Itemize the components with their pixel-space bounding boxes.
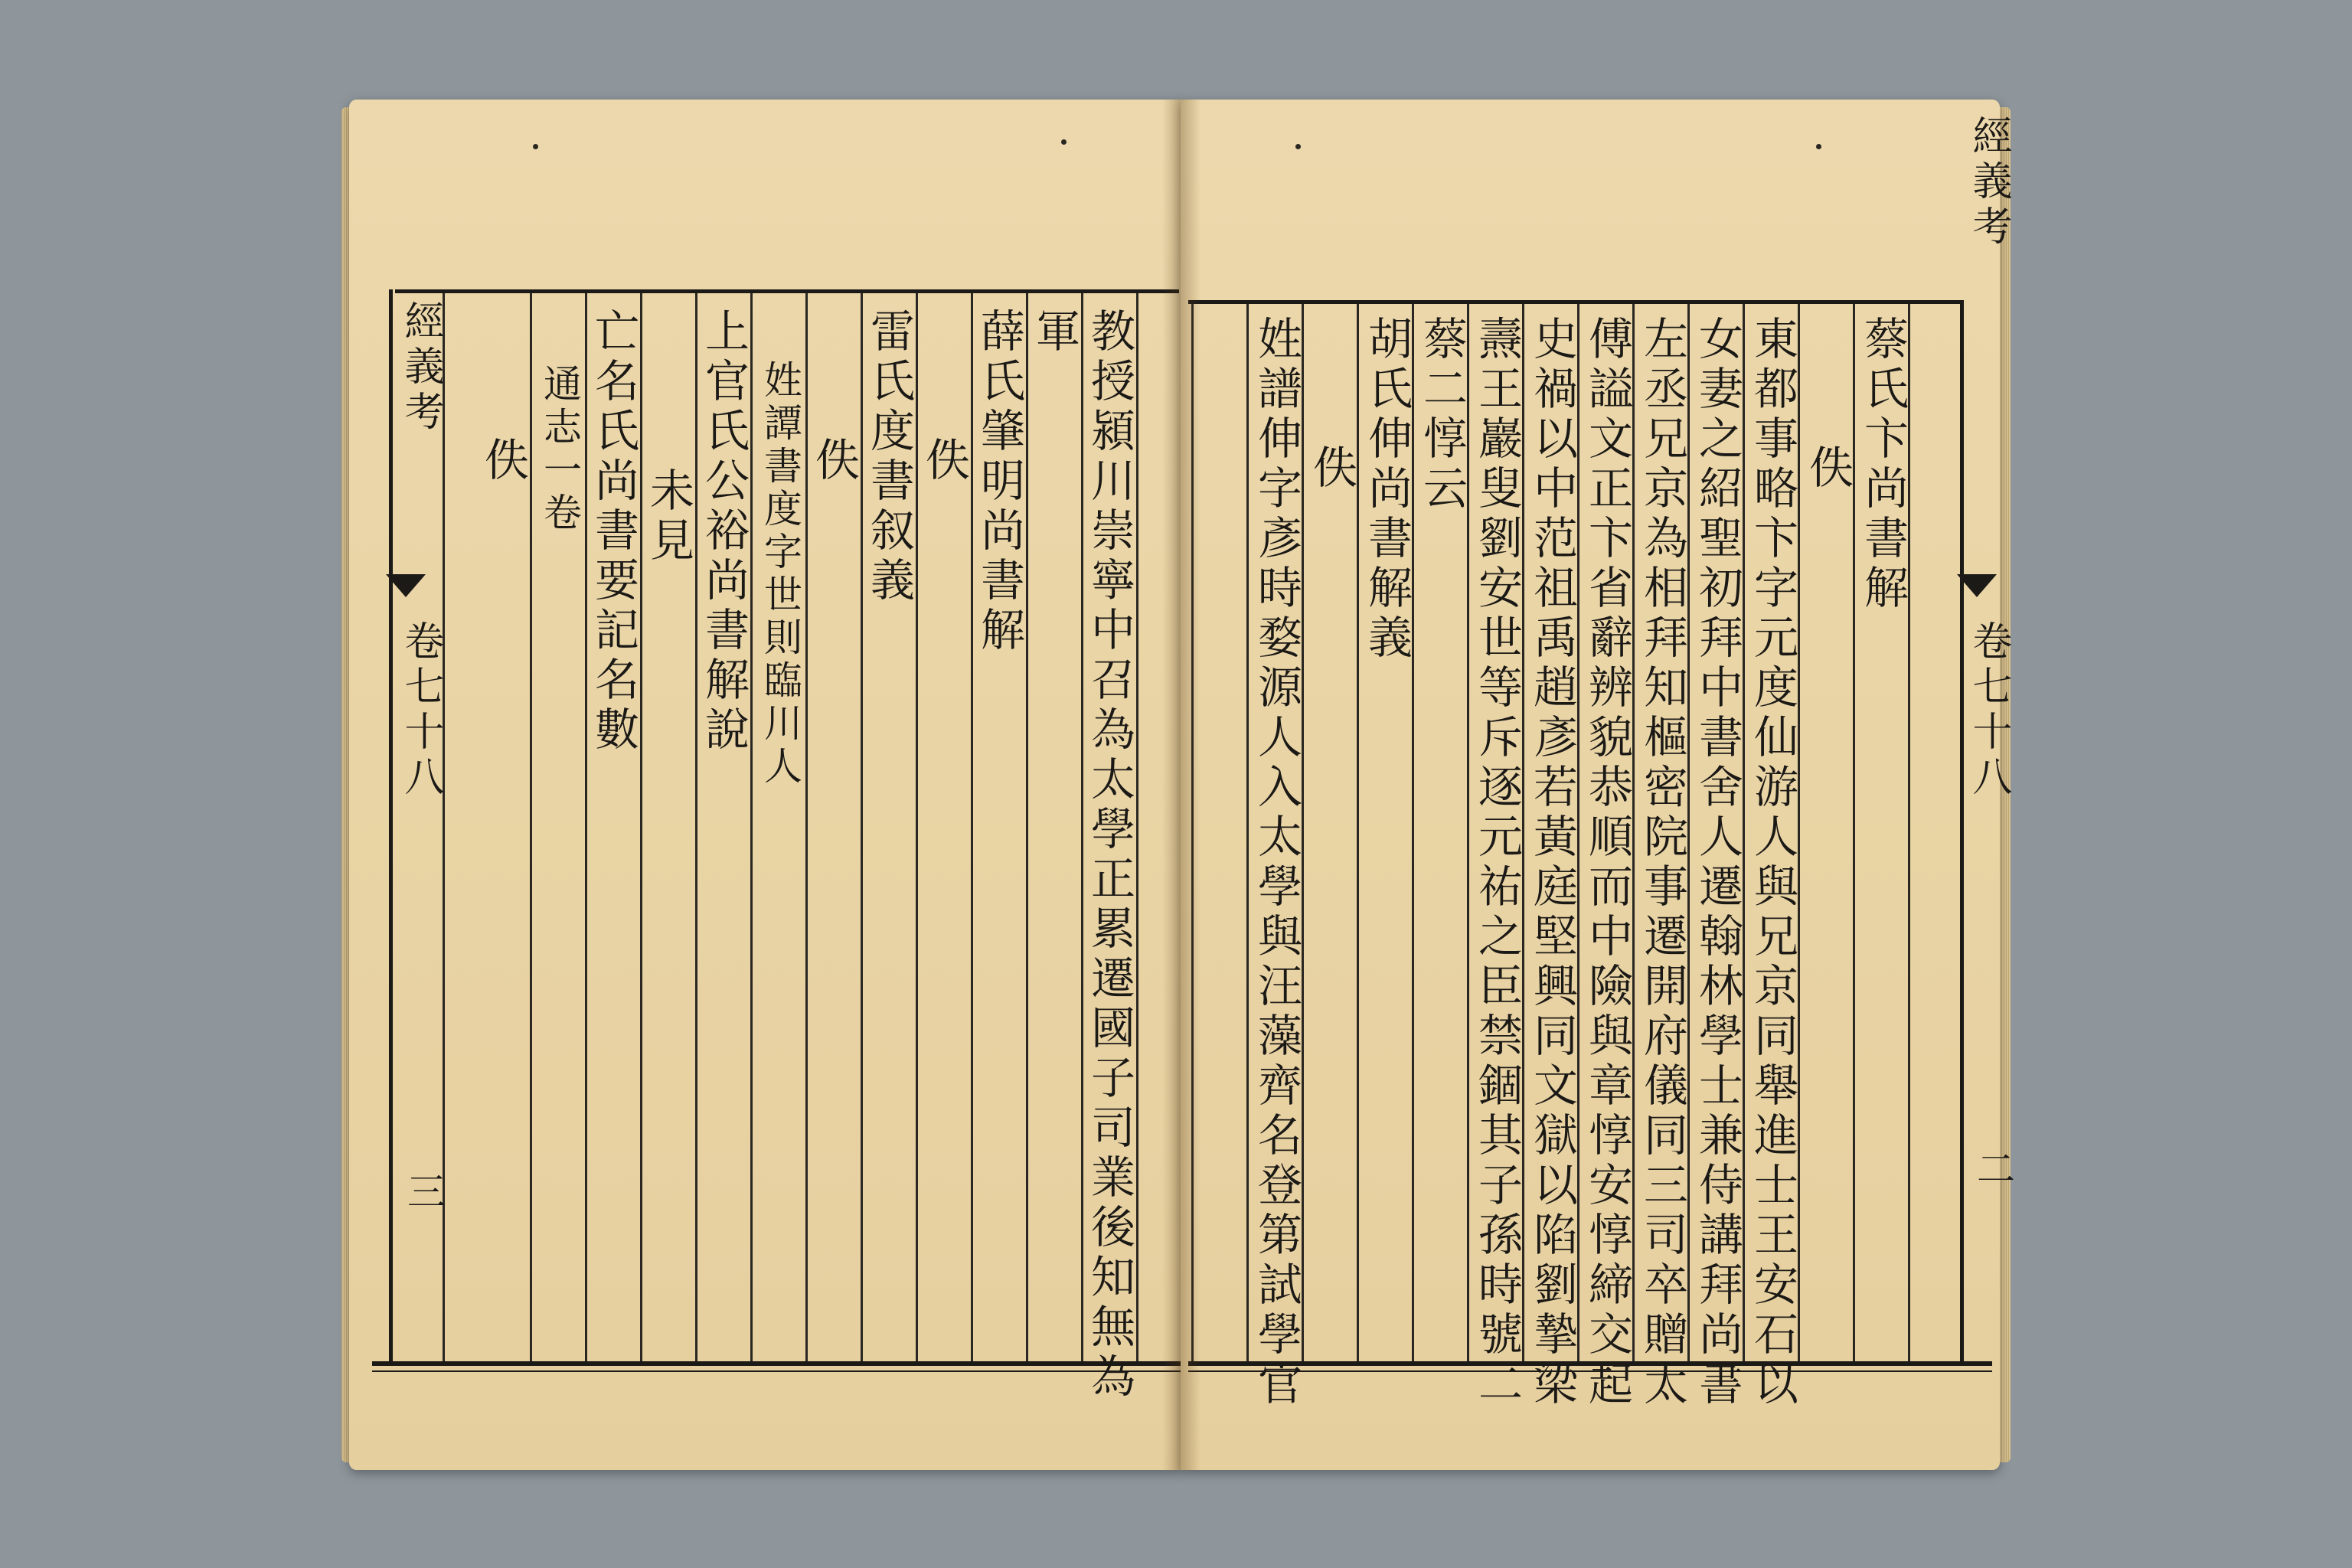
juan-label: 卷七十八 bbox=[397, 620, 443, 801]
text-column: 教授潁川崇寧中召為太學正累遷國子司業後知無為 bbox=[1083, 308, 1135, 1403]
book-title: 經義考 bbox=[1965, 115, 2011, 250]
text-column: 通志一卷 bbox=[537, 364, 582, 535]
column-rule bbox=[640, 293, 642, 1361]
text-column: 佚 bbox=[1305, 444, 1357, 494]
text-column: 雷氏度書叙義 bbox=[863, 308, 915, 606]
column-rule bbox=[1136, 293, 1138, 1361]
text-column: 姓譜伸字彥時婺源人入太學與汪藻齊名登第試學官 bbox=[1250, 315, 1302, 1410]
ink-dot bbox=[1816, 144, 1821, 149]
text-column: 亡名氏尚書要記名數 bbox=[587, 308, 639, 756]
fish-tail-mark bbox=[1957, 574, 1997, 597]
text-column: 女妻之紹聖初拜中書舍人遷翰林學士兼侍講拜尚書 bbox=[1691, 315, 1743, 1410]
left-page bbox=[349, 100, 1181, 1470]
ink-dot bbox=[1295, 144, 1301, 149]
left-top-border bbox=[395, 289, 1179, 293]
text-column: 左丞兄京為相拜知樞密院事遷開府儀同三司卒贈太 bbox=[1636, 315, 1688, 1410]
book-gutter bbox=[1162, 100, 1200, 1470]
text-column: 佚 bbox=[918, 436, 970, 486]
ink-dot bbox=[533, 144, 538, 149]
text-column: 佚 bbox=[477, 436, 529, 486]
right-outer-side-border bbox=[1960, 300, 1964, 1366]
left-outer-side-border bbox=[389, 289, 393, 1366]
text-column: 佚 bbox=[808, 436, 860, 486]
text-column: 薛氏肇明尚書解 bbox=[973, 308, 1025, 656]
text-column: 蔡氏卞尚書解 bbox=[1857, 315, 1909, 614]
text-column: 燾王巖叟劉安世等斥逐元祐之臣禁錮其子孫時號二 bbox=[1471, 315, 1523, 1410]
text-column: 蔡二惇云 bbox=[1416, 315, 1468, 514]
left-bottom-border-inner bbox=[372, 1370, 1181, 1372]
text-column: 未見 bbox=[642, 467, 694, 567]
text-column: 東都事略卞字元度仙游人與兄京同舉進士王安石以 bbox=[1746, 315, 1798, 1410]
ink-dot bbox=[1061, 139, 1067, 145]
text-column: 姓譚書度字世則臨川人 bbox=[758, 360, 802, 789]
page-leaf-number: 二 bbox=[1971, 1148, 2015, 1191]
text-column: 佚 bbox=[1802, 444, 1854, 494]
column-rule bbox=[1246, 304, 1249, 1361]
column-rule bbox=[530, 293, 532, 1361]
page-leaf-number: 三 bbox=[401, 1171, 446, 1214]
right-page bbox=[1181, 100, 2015, 1470]
text-column: 軍 bbox=[1028, 308, 1080, 358]
text-column: 胡氏伸尚書解義 bbox=[1361, 315, 1413, 664]
juan-label: 卷七十八 bbox=[1965, 620, 2011, 801]
text-column: 傅謚文正卞省辭辨貌恭順而中險與章惇安惇締交起 bbox=[1581, 315, 1633, 1410]
fish-tail-mark bbox=[386, 574, 426, 597]
text-column: 史禍以中范祖禹趙彥若黃庭堅興同文獄以陷劉摯梁 bbox=[1526, 315, 1578, 1410]
column-rule bbox=[1026, 293, 1028, 1361]
left-bottom-border bbox=[372, 1361, 1181, 1366]
column-rule bbox=[750, 293, 753, 1361]
right-top-border bbox=[1188, 300, 1962, 304]
book-title: 經義考 bbox=[397, 300, 443, 436]
text-column: 上官氏公裕尚書解說 bbox=[697, 308, 750, 756]
